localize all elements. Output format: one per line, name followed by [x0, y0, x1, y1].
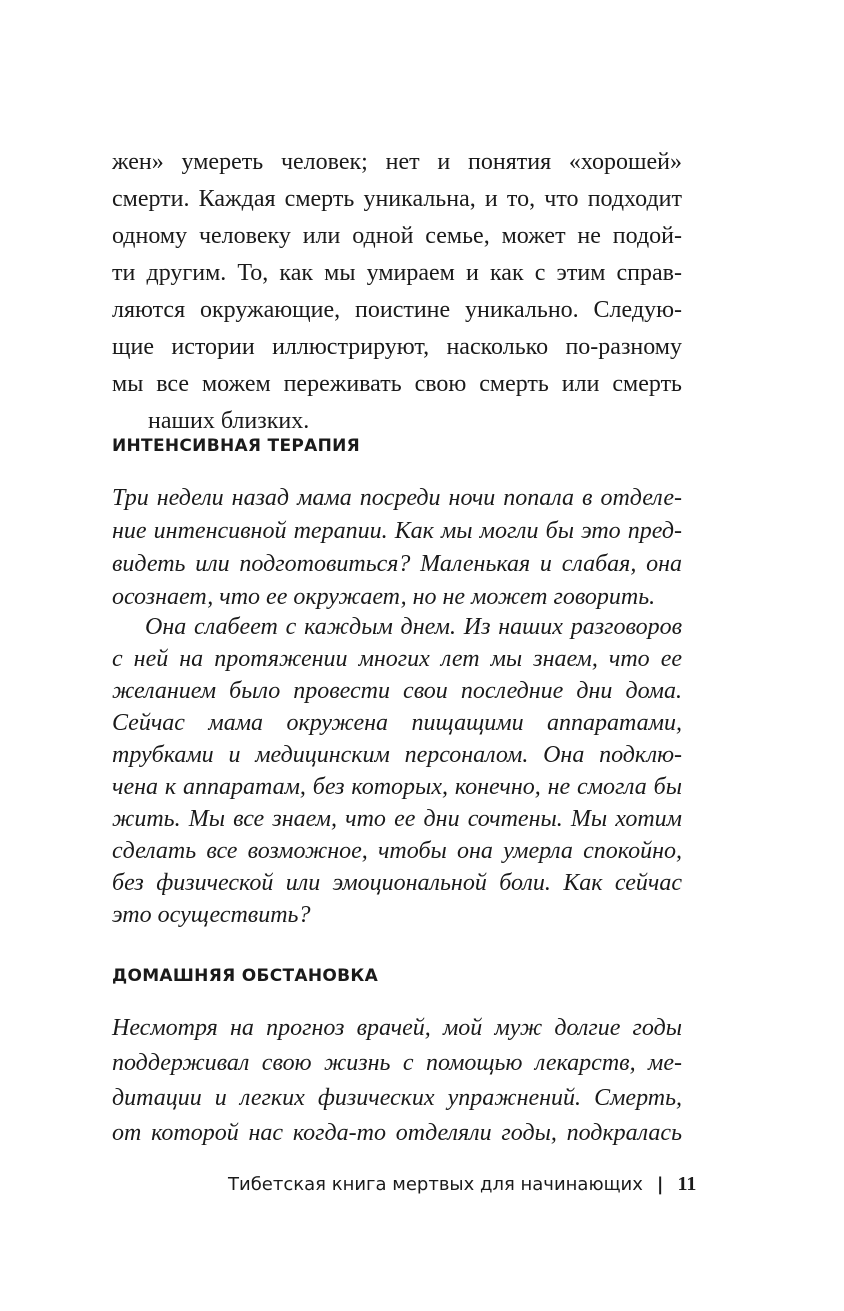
text-line: дитации и легких физических упражнений. Смерть, — [112, 1085, 682, 1111]
text-line: от которой нас когда-то отделяли годы, подкралась — [112, 1120, 682, 1146]
section-heading-intensive-care: ИНТЕНСИВНАЯ ТЕРАПИЯ — [112, 436, 361, 456]
text-line: жен» умереть человек; нет и понятия «хорошей» — [112, 149, 682, 175]
text-line: с ней на протяжении многих лет мы знаем, что ее — [112, 646, 682, 672]
running-title: Тибетская книга мертвых для начинающих — [228, 1174, 643, 1195]
text-line: смерти. Каждая смерть уникальна, и то, что подходит — [112, 186, 682, 212]
text-line: наших близких. — [148, 408, 310, 434]
text-line: чена к аппаратам, без которых, конечно, не смогла бы — [112, 774, 682, 800]
text-line: жить. Мы все знаем, что ее дни сочтены. Мы хотим — [112, 806, 682, 832]
text-line: ти другим. То, как мы умираем и как с этим справ- — [112, 260, 682, 286]
text-line: ляются окружающие, поистине уникально. Следую- — [112, 297, 682, 323]
page-number: 11 — [677, 1173, 697, 1195]
text-line: мы все можем переживать свою смерть или смерть — [112, 371, 682, 397]
text-line: Сейчас мама окружена пищащими аппаратами, — [112, 710, 682, 736]
text-line: ние интенсивной терапии. Как мы могли бы это пред- — [112, 518, 682, 544]
text-line: видеть или подготовиться? Маленькая и слабая, она — [112, 551, 682, 577]
text-line: Она слабеет с каждым днем. Из наших разговоров — [145, 614, 682, 640]
page-footer — [228, 1173, 696, 1196]
text-line: одному человеку или одной семье, может не подой- — [112, 223, 682, 249]
text-line: желанием было провести свои последние дни дома. — [112, 678, 682, 704]
text-line: сделать все возможное, чтобы она умерла спокойно, — [112, 838, 682, 864]
text-line: поддерживал свою жизнь с помощью лекарств, ме- — [112, 1050, 682, 1076]
text-line: Три недели назад мама посреди ночи попала в отделе- — [112, 485, 682, 511]
text-line: это осуществить? — [112, 902, 311, 928]
section-heading-home-setting: ДОМАШНЯЯ ОБСТАНОВКА — [112, 966, 379, 986]
text-line: осознает, что ее окружает, но не может говорить. — [112, 584, 656, 610]
footer-separator: | — [656, 1174, 664, 1195]
text-line: Несмотря на прогноз врачей, мой муж долгие годы — [112, 1015, 682, 1041]
text-line: трубками и медицинским персоналом. Она подклю- — [112, 742, 682, 768]
text-line: без физической или эмоциональной боли. Как сейчас — [112, 870, 682, 896]
text-line: щие истории иллюстрируют, насколько по-разному — [112, 334, 682, 360]
